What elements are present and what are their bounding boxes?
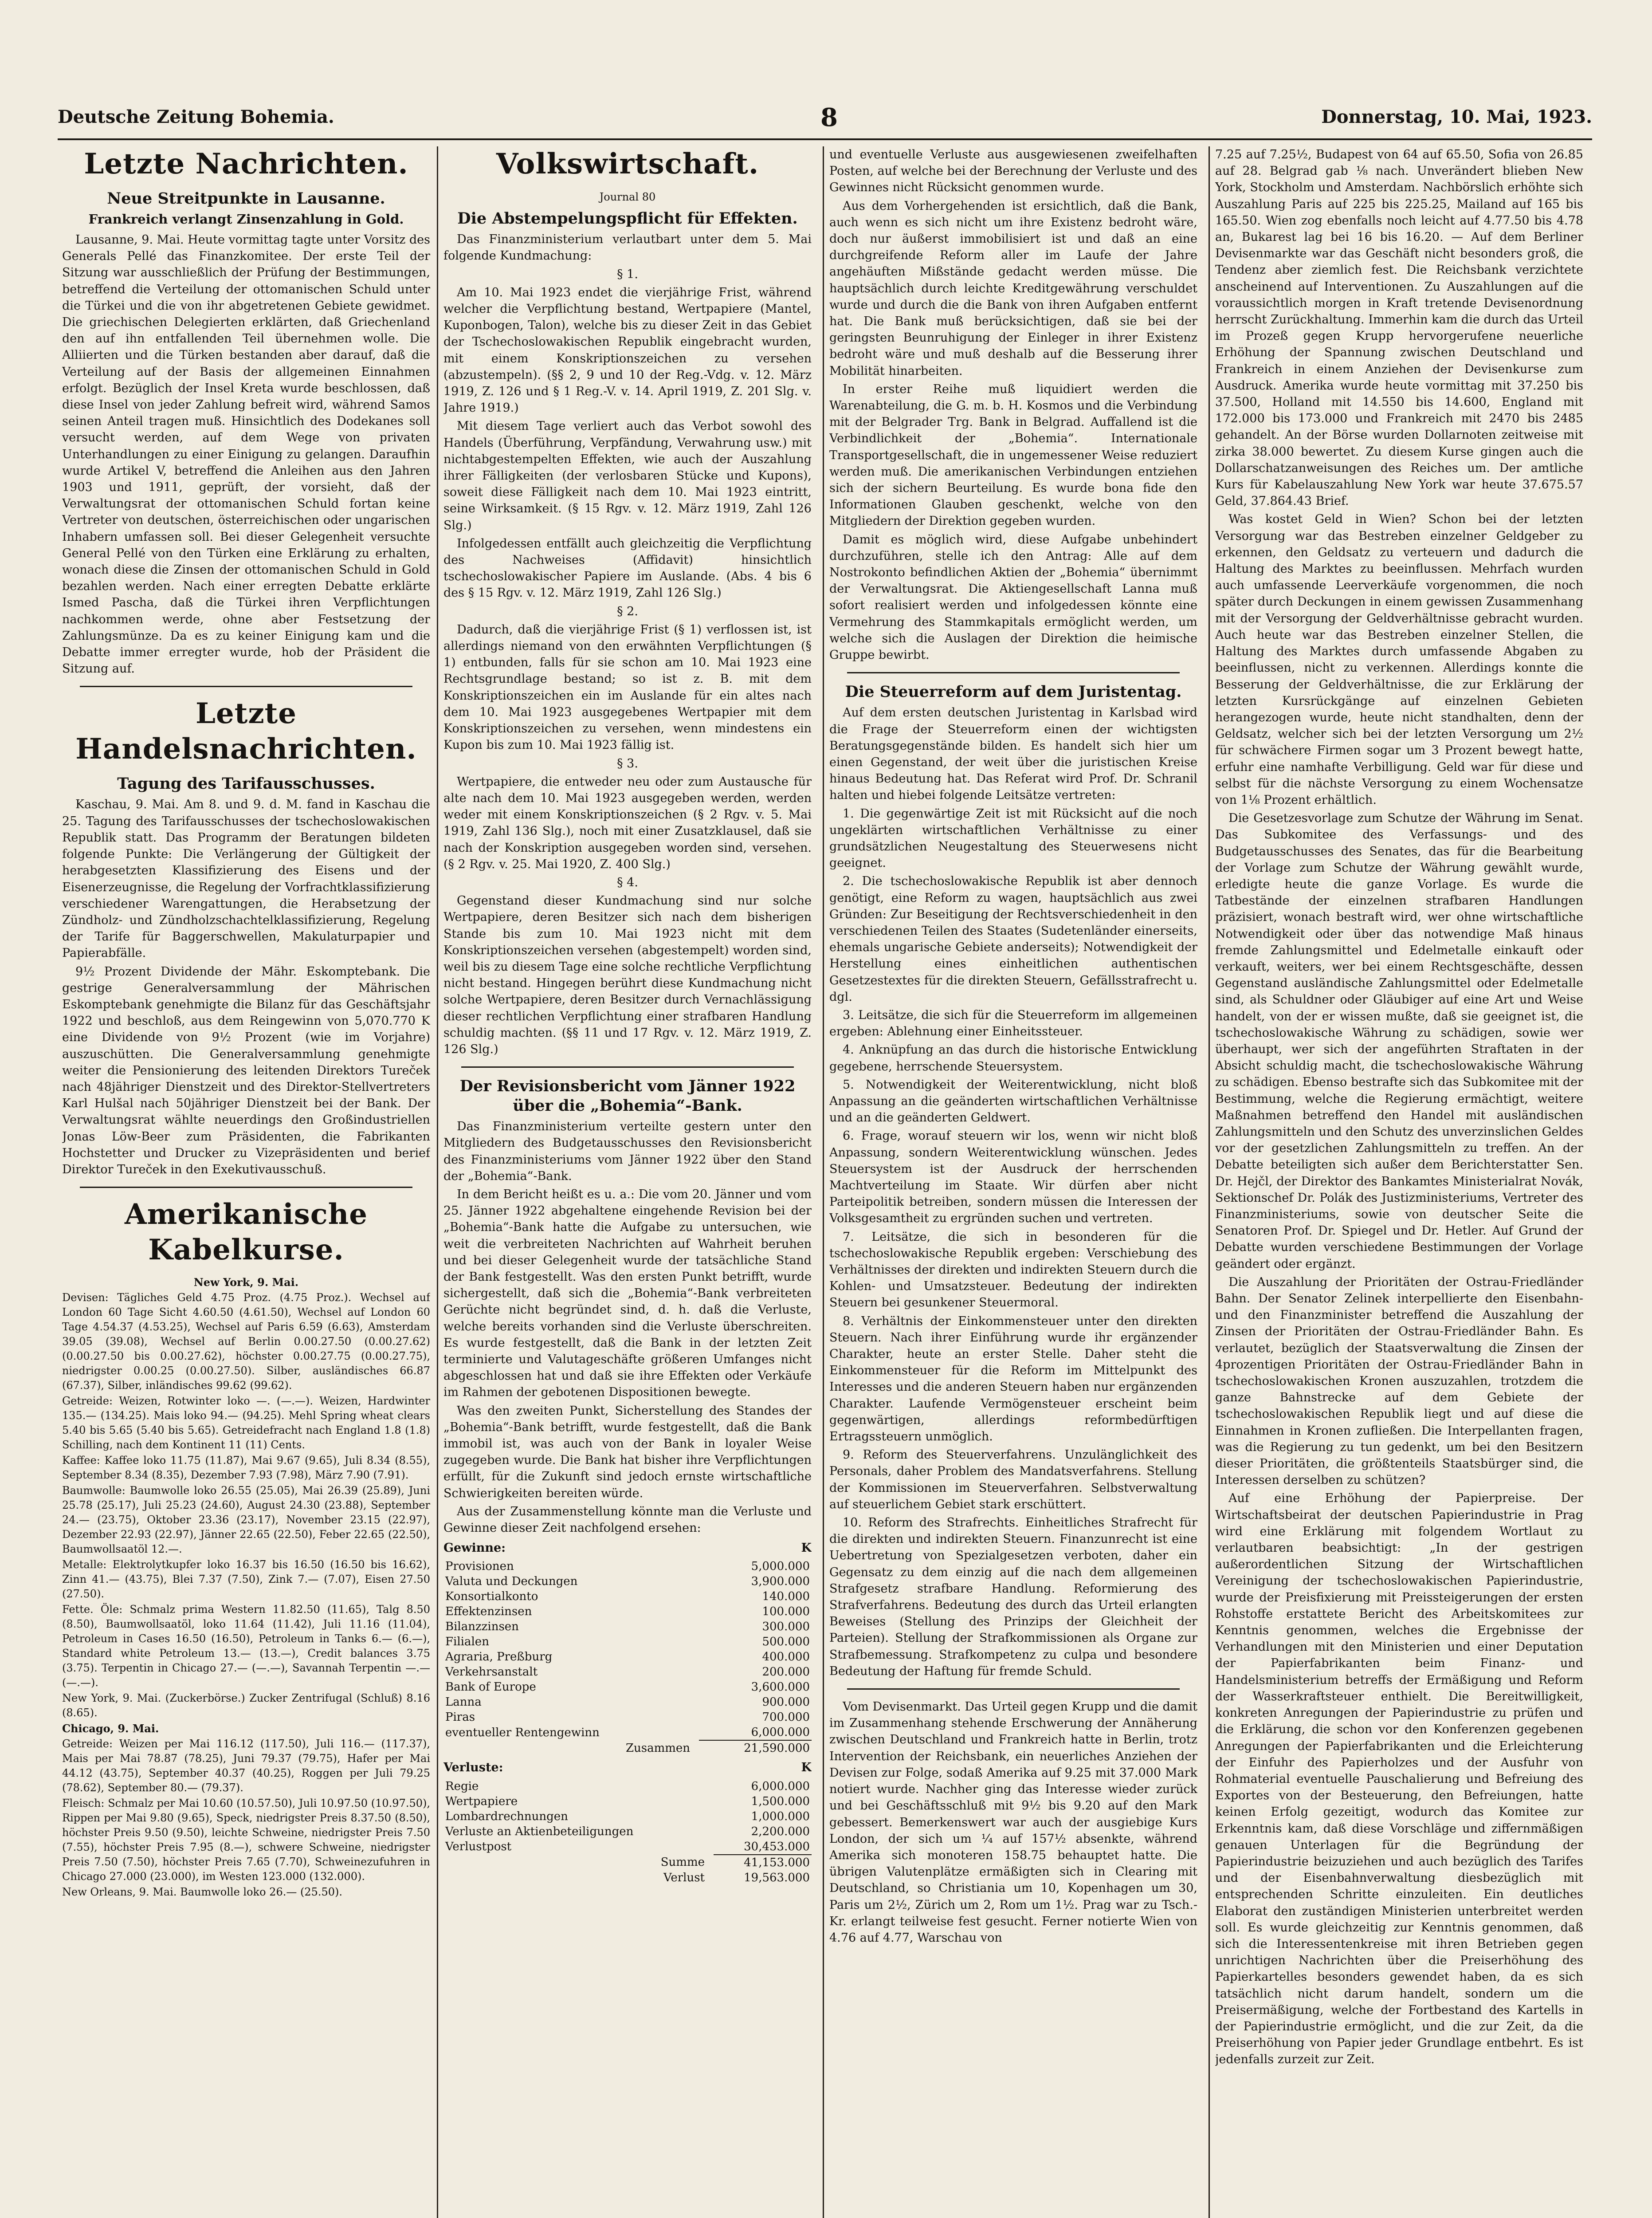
gewinne-row-label: Filialen [445, 1635, 489, 1649]
gewinne-row [443, 1649, 812, 1664]
verluste-row-label: Verlustpost [445, 1840, 512, 1854]
section-heading-handelsnachrichten: Letzte Handelsnachrichten. [75, 697, 417, 766]
page-number: 8 [820, 103, 838, 132]
article-paragraph: Aus der Zusammenstellung könnte man die Verluste und Gewinne dieser Zeit nachfolgend ersehen: [443, 1504, 812, 1535]
gewinne-row-amount: 3,900.000 [751, 1575, 810, 1589]
article-paragraph: 10. Reform des Strafrechts. Einheitliches Strafrecht für die direkten und indirekten Steuern. Finanzunrecht ist eine Uebertretung von Spezialgesetzen verboten, daher ein Gegensatz zu dem einzig auf die nach dem allgemeinen Strafgesetz strafbare Handlung. Reformierung des Strafverfahrens. Bedeutung des durch das Urteil erlangten Beweises (Stellung des Prinzips der Gleichheit der Parteien). Stellung der Strafkommissionen als Organe zur Strafbemessung. Strafkompetenz zu culpa und besondere Bedeutung der Haftung für fremde Schuld. [829, 1516, 1197, 1678]
article-paragraph: Infolgedessen entfällt auch gleichzeitig die Verpflichtung des Nachweises (Affidavit) hinsichtlich tschechoslowakischer Papiere im Auslande. (Abs. 4 bis 6 des § 15 Rgv. v. 12. März 1919, Zahl 126 Slg.) [443, 536, 812, 600]
verluste-row-label: Regie [445, 1779, 479, 1793]
article-paragraph: 9½ Prozent Dividende der Mähr. Eskomptebank. Die gestrige Generalversammlung der Mährischen Eskomptebank genehmigte die Bilanz für das Geschäftsjahr 1922 und beschloß, aus dem Reingewinn von 5,070.770 K eine Dividende von 9½ Prozent (wie im Vorjahre) auszuschütten. Die Generalversammlung genehmigte weiter die Pensionierung des leitenden Direktors Tureček nach 48jähriger Dienstzeit und des Direktor-Stellvertreters Karl Hulšal nach 50jähriger Dienstzeit bei der Bank. Der Verwaltungsrat wählte neuerdings den Großindustriellen Jonas Löw-Beer zum Präsidenten, die Fabrikanten Hochstetter und Drucker zu Vizepräsidenten und berief Direktor Tureček in den Exekutivausschuß. [62, 964, 430, 1176]
gewinne-row-label: Konsortialkonto [445, 1590, 538, 1604]
article-paragraph: 8. Verhältnis der Einkommensteuer unter den direkten Steuern. Nach ihrer Einführung wurde ihr ergänzender Charakter, heute an erster Stelle. Daher steht die Einkommensteuer für die Reform im Mittelpunkt des Interesses und die anderen Steuern haben nur ergänzenden Charakter. Laufende Vermögensteuer erscheint beim gegenwärtigen, allerdings reformbedürftigen Ertragssteuern unmöglich. [829, 1314, 1197, 1444]
kabelkurse-item: New York, 9. Mai. (Zuckerbörse.) Zucker Zentrifugal (Schluß) 8.16 (8.65). [62, 1692, 430, 1719]
gewinne-row-amount: 500.000 [762, 1635, 810, 1649]
article-paragraph: Dadurch, daß die vierjährige Frist (§ 1) verflossen ist, ist allerdings niemand von den erwähnten Verpflichtungen (§ 1) entbunden, falls für sie schon am 10. Mai 1923 eine Rechtsgrundlage bestand; so ist z. B. mit dem Konskriptionszeichen ein im Auslande für ein altes nach dem 10. Mai 1923 ausgegebenes Wertpapier mit dem Konskriptionszeichen zu versehen, wenn mindestens ein Kupon bis zum 10. Mai 1923 fällig ist. [443, 622, 812, 752]
page-header [58, 103, 1592, 134]
gewinne-row [443, 1589, 812, 1604]
article-paragraph: In erster Reihe muß liquidiert werden die Warenabteilung, die G. m. b. H. Kosmos und die Verbindung mit der Belgrader Trg. Bank in Belgrad. Auffallend ist die Verbindlichkeit der „Bohemia“. Internationale Transportgesellschaft, die in ungemessener Weise reduziert werden muß. Die amerikanischen Verbindungen entziehen sich der sichern Beurteilung. Es wurde bona fide den Informationen Glauben geschenkt, welche von den Mitgliedern der Direktion gegeben wurden. [829, 382, 1197, 528]
section-divider [847, 1688, 1180, 1690]
paragraph-marker: § 2. [617, 604, 638, 618]
verluste-row-amount: 1,500.000 [751, 1794, 810, 1808]
article-paragraph: Gegenstand dieser Kundmachung sind nur solche Wertpapiere, deren Besitzer sich nach dem bisherigen Stande bis zum 10. Mai 1923 nicht mit dem Konskriptionszeichen versehen (abgestempelt) worden sind, weil bis zu diesem Tage eine solche rechtliche Verpflichtung nicht bestand. Hingegen berührt diese Kundmachung nicht solche Wertpapiere, deren Besitzer durch Vernachlässigung dieser rechtlichen Verpflichtung einer strafbaren Handlung schuldig machten. (§§ 11 und 17 Rgv. v. 12. März 1919, Z. 126 Slg.) [443, 894, 812, 1056]
section-heading-kabelkurse: Amerikanische Kabelkurse. [124, 1198, 368, 1267]
article-paragraph: 7.25 auf 7.25½, Budapest von 64 auf 65.50, Sofia von 26.85 auf 28. Belgrad gab ⅛ nach. Unverändert blieben New York, Stockholm und Amsterdam. Nachbörslich erhöhte sich Auszahlung Paris auf 225 bis 225.25, Mailand auf 165 bis 165.50. Wien zog ebenfalls noch leicht auf 4.77.50 bis 4.78 an, Bukarest lag bei 16 bis 16.20. — Auf dem Berliner Devisenmarkte war das Geschäft nicht besonders groß, die Tendenz aber ziemlich fest. Die Reichsbank verzichtete anscheinend auf Interventionen. Zu Auszahlungen auf die voraussichtlich morgen in Kraft tretende Devisenordnung herrscht Zurückhaltung. Immerhin kam die durch das Urteil im Prozeß gegen Krupp hervorgerufene neuerliche Erhöhung der Spannung zwischen Deutschland und Frankreich in einem Anziehen der Devisenkurse zum Ausdruck. Amerika wurde heute vormittag mit 37.250 bis 37.500, Holland mit 14.550 bis 14.600, England mit 172.000 bis 173.000 und Frankreich mit 2470 bis 2485 gehandelt. An der Börse wurden Dollarnoten zeitweise mit zirka 38.000 bewertet. Zu diesem Kurse gingen auch die Dollarschatzanweisungen des Reiches um. Der amtliche Kurs für Kabelauszahlung New York war heute 37.675.57 Geld, 37.864.43 Brief. [1215, 148, 1583, 508]
gewinne-row-label: Agraria, Preßburg [445, 1650, 553, 1664]
gewinne-row-amount: 300.000 [762, 1620, 810, 1634]
section-divider [461, 1066, 794, 1068]
article-subtitle-lausanne: Frankreich verlangt Zinsenzahlung in Gold. [88, 212, 404, 227]
gewinne-row-amount: 5,000.000 [751, 1560, 810, 1573]
article-paragraph: Lausanne, 9. Mai. Heute vormittag tagte unter Vorsitz des Generals Pellé das Finanzkomitee. Der erste Teil der Sitzung war ausschließlich der Prüfung der Bestimmungen, betreffend die Verteilung der ottomanischen Schuld unter die Türkei und die von ihr abgetretenen Gebiete gewidmet. Die griechischen Delegierten erklärten, daß Griechenland den auf ihn entfallenden Teil übernehmen wolle. Die Alliierten und die Türken bestanden aber darauf, daß die Verteilung auf der Basis der allgemeinen Einnahmen erfolgt. Bezüglich der Insel Kreta wurde beschlossen, daß diese Insel von jeder Zahlung befreit wird, während Samos seinen Anteil tragen muß. Hinsichtlich des Dodekanes soll versucht werden, auf dem Wege von privaten Unterhandlungen zu einer Einigung zu gelangen. Daraufhin wurde Artikel V, betreffend die Anleihen aus den Jahren 1903 und 1911, geprüft, der vorsieht, daß der Verwaltungsrat der ottomanischen Schuld fortan keine Vertreter von deutschen, österreichischen oder ungarischen Inhabern umfassen soll. Bei dieser Gelegenheit versuchte General Pellé von den Türken eine Erklärung zu erhalten, wonach diese die Zinsen der ottomanischen Schuld in Gold bezahlen werden. Nach einer erregten Debatte erklärte Ismed Pascha, daß die Türkei ihren Verpflichtungen nachkommen werde, ohne aber Festsetzung der Zahlungsmünze. Da es zu keiner Einigung kam und die Debatte immer erregter wurde, hob der Präsident die Sitzung auf. [62, 233, 430, 676]
section-divider [80, 1187, 412, 1188]
article-title-tarifausschuss: Tagung des Tarifausschusses. [117, 775, 375, 793]
column-rule [823, 146, 824, 2218]
gewinne-row-amount: 140.000 [762, 1590, 810, 1604]
paragraph-marker: § 3. [617, 756, 638, 771]
article-paragraph-devisenmarkt: Vom Devisenmarkt. Das Urteil gegen Krupp und die damit im Zusammenhang stehende Erschwerung der Annäherung zwischen Deutschland und Frankreich hatte in Berlin, trotz Intervention der Reichsbank, ein neuerliches Anziehen der Devisen zur Folge, sodaß Amerika auf 9.25 mit 37.000 Mark notiert wurde. Nachher ging das Interesse wieder zurück und bei Geschäftsschluß mit 9½ bis 9.20 auf den Mark gebessert. Bemerkenswert war auch der ausgiebige Kurs London, der sich um ¼ auf 157½ absenkte, während Amerika sich monoteren 158.75 behauptet hatte. Die übrigen Valutenplätze ermäßigten sich in Clearing mit Deutschland, so Christiania um 10, Kopenhagen um 30, Paris um 2½, Zürich um 2, Rom um 1½. Prag war zu Tsch.-Kr. erlangt teilweise fest gesucht. Ferner notierte Wien von 4.76 auf 4.77, Warschau von [829, 1700, 1197, 1945]
article-paragraph: Aus dem Vorhergehenden ist ersichtlich, daß die Bank, auch wenn es sich nicht um ihre Existenz bedroht wäre, doch nur äußerst immobilisiert ist und daß an eine durchgreifende Reform aller im Laufe der Jahre angehäuften Mißstände gedacht werden müsse. Die hauptsächlich durch leichte Kreditgewährung verschuldet wurde und durch die die Bank von ihren Aufgaben entfernt hat. Die Bank muß berücksichtigen, daß sie bei der geringsten Beunruhigung der Einleger in ihrer Existenz bedroht wäre und muß deshalb auf die Besserung ihrer Mobilität hinarbeiten. [829, 199, 1197, 378]
article-title-steuerreform: Die Steuerreform auf dem Juristentag. [845, 683, 1182, 701]
gewinne-row-label: Valuta und Deckungen [445, 1575, 578, 1589]
verluste-row-label: Verluste an Aktienbeteiligungen [445, 1825, 634, 1838]
kabelkurse-item: Getreide: Weizen per Mai 116.12 (117.50), Juli 116.— (117.37), Mais per Mai 78.87 (78.25), Juni 79.37 (79.75), Hafer per Mai 44.12 (43.75), September 40.37 (40.25), Roggen per Juli 79.25 (78.62), September 80.— (79.37). [62, 1738, 430, 1794]
gewinne-row [443, 1695, 812, 1710]
kabelkurse-item: New York, 9. Mai. [193, 1276, 299, 1289]
article-title-abstempelung: Die Abstempelungspflicht für Effekten. [457, 209, 798, 228]
paragraph-marker: § 4. [617, 875, 638, 889]
gewinne-total-row: Zusammen 21,590.000 [443, 1740, 812, 1756]
article-title-revisionsbericht: Der Revisionsbericht vom Jänner 1922 über die „Bohemia“-Bank. [459, 1077, 796, 1115]
column-2 [443, 146, 812, 2218]
gewinne-row [443, 1725, 812, 1740]
gewinne-row [443, 1574, 812, 1589]
kabelkurse-item: Baumwolle: Baumwolle loko 26.55 (25.05), Mai 26.39 (25.89), Juni 25.78 (25.17), Juli 25.23 (24.60), August 24.30 (23.88), September 24.— (23.75), Oktober 23.36 (23.17), November 23.15 (22.97), Dezember 22.93 (22.97), Jänner 22.65 (22.50), Feber 22.65 (22.50), Baumwollsaatöl 12.—. [62, 1484, 430, 1556]
gewinne-row [443, 1710, 812, 1725]
verluste-row [443, 1824, 812, 1839]
gewinne-row-amount: 900.000 [762, 1695, 810, 1709]
column-4 [1215, 146, 1583, 2218]
verlust-row: Verlust 19,563.000 [663, 1871, 810, 1884]
column-3 [829, 146, 1197, 2218]
gewinne-row [443, 1664, 812, 1679]
section-heading-volkswirtschaft: Volkswirtschaft. [496, 147, 759, 181]
article-paragraph: Was kostet Geld in Wien? Schon bei der letzten Versorgung war das Bestreben einzelner Geldgeber zu erkennen, den Geldsatz zu verteuern und dadurch die Haltung des Marktes zu beeinflussen. Mehrfach wurden auch umfassende Leerverkäufe vorgenommen, die noch später durch Deckungen in einem gewissen Zusammenhang mit der Versorgung der Geldverhältnisse gebracht wurden. Auch heute war das Bestreben einzelner Stellen, die Haltung des Marktes durch umfassende Abgaben zu beeinflussen, nicht zu verkennen. Allerdings konnte die Besserung der Geldverhältnisse, die zur Erklärung der letzten Kursrückgänge auf einzelnen Gebieten herangezogen wurde, heute nicht standhalten, denn der Geldsatz, welcher sich bei der letzten Versorgung um 2½ für schwächere Firmen sogar um 3 Prozent bewegt hatte, erfuhr eine namhafte Verbilligung. Geld war für diese und selbst für die nächste Versorgung zu einem Wochensatze von 1⅛ Prozent erhältlich. [1215, 512, 1583, 807]
section-divider [80, 686, 412, 687]
article-paragraph: 2. Die tschechoslowakische Republik ist aber dennoch genötigt, eine Reform zu wagen, hauptsächlich aus zwei Gründen: Zur Beseitigung der Rechtsverschiedenheit in den verschiedenen Teilen des Staates (Sudetenländer einerseits, ehemals ungarische Gebiete anderseits); Notwendigkeit der Herstellung eines einheitlichen authentischen Gesetzestextes für die direkten Steuern, Gefällsstrafrecht u. dgl. [829, 874, 1197, 1004]
article-paragraph: 1. Die gegenwärtige Zeit ist mit Rücksicht auf die noch ungeklärten wirtschaftlichen Verhältnisse zu einer grundsätzlichen Neugestaltung des Steuerwesens nicht geeignet. [829, 806, 1197, 870]
article-paragraph: und eventuelle Verluste aus ausgewiesenen zweifelhaften Posten, auf welche bei der Berechnung der Verluste und des Gewinnes nicht Rücksicht genommen wurde. [829, 148, 1197, 195]
article-paragraph: Kaschau, 9. Mai. Am 8. und 9. d. M. fand in Kaschau die 25. Tagung des Tarifausschusses der tschechoslowakischen Republik statt. Das Programm der Beratungen bildeten folgende Punkte: Die Verlängerung der Gültigkeit der herabgesetzten Klassifizierung des Eisens und der Eisenerzeugnisse, die Regelung der Vorfrachtklassifizierung verschiedener Warengattungen, die Herabsetzung der Zündholz- und Zündholzschachtelklassifizierung, Regelung der Tarife für Baggerschwellen, Makulaturpapier und Papierabfälle. [62, 798, 430, 960]
article-paragraph: Damit es möglich wird, diese Aufgabe unbehindert durchzuführen, stelle ich den Antrag: Alle auf dem Nostrokonto befindlichen Aktien der „Bohemia“ übernimmt der Verwaltungsrat. Die Aktiengesellschaft Lanna muß sofort realisiert werden und infolgedessen könnte eine Vermehrung des Stammkapitals ermöglicht werden, um welche sich die Auslagen der Direktion die heimische Gruppe bewirbt. [829, 532, 1197, 662]
gewinne-title: Gewinne: K [443, 1541, 812, 1555]
article-paragraph: In dem Bericht heißt es u. a.: Die vom 20. Jänner und vom 25. Jänner 1922 abgehaltene eingehende Revision bei der „Bohemia“-Bank hatte die Aufgabe zu untersuchen, wie weit die verbreiteten Nachrichten auf Wahrheit beruhen und bei dieser Gelegenheit wurde der tatsächliche Stand der Bank festgestellt. Was den ersten Punkt betrifft, wurde sichergestellt, daß sich die „Bohemia“-Bank verbreiteten Gerüchte nicht begründet sind, d. h. daß die Verluste, welche bereits vorhanden sind die Verluste überschreiten. Es wurde festgestellt, daß die Bank in der letzten Zeit terminierte und Valutageschäfte größeren Umfanges nicht abgeschlossen hat und daß sie ihre Effekten oder Verkäufe im Rahmen der gebotenen Dispositionen bewegte. [443, 1187, 812, 1400]
gewinne-row-amount: 3,600.000 [751, 1680, 810, 1694]
article-paragraph: Am 10. Mai 1923 endet die vierjährige Frist, während welcher die Verpflichtung bestand, Wertpapiere (Mantel, Kuponbogen, Talon), welche bis zu dieser Zeit in das Gebiet der Tschechoslowakischen Republik eingebracht wurden, mit einem Konskriptionszeichen zu versehen (abzustempeln). (§§ 2, 9 und 10 der Reg.-Vdg. v. 12. März 1919, Z. 126 und § 1 Reg.-V. v. 14. April 1919, Z. 201 Slg. v. Jahre 1919.) [443, 285, 812, 415]
article-paragraph: Was den zweiten Punkt, Sicherstellung des Standes der „Bohemia“-Bank betrifft, wurde festgestellt, daß die Bank immobil ist, was auch von der Bank in loyaler Weise zugegeben wurde. Die Bank hat bisher ihre Verpflichtungen erfüllt, für die Zukunft sind jedoch ernste wirtschaftliche Schwierigkeiten bereiten würde. [443, 1404, 812, 1500]
gewinne-row [443, 1634, 812, 1649]
verluste-summe-row: Summe 41,153.000 [443, 1855, 812, 1870]
kabelkurse-list [62, 1275, 430, 1899]
gewinne-row-label: Piras [445, 1711, 475, 1724]
kabelkurse-item: Metalle: Elektrolytkupfer loko 16.37 bis 16.50 (16.50 bis 16.62), Zinn 41.— (43.75), Blei 7.37 (7.50), Zink 7.— (7.07), Eisen 27.50 (27.50). [62, 1558, 430, 1601]
verluste-row-amount: 1,000.000 [751, 1809, 810, 1823]
kabelkurse-item: New Orleans, 9. Mai. Baumwolle loko 26.— (25.50). [62, 1886, 343, 1899]
kabelkurse-item: Chicago, 9. Mai. [62, 1722, 159, 1735]
gewinne-row-amount: 6,000.000 [751, 1726, 810, 1739]
gewinne-row-label: Bank of Europe [445, 1680, 536, 1694]
verluste-row [443, 1809, 812, 1824]
kabelkurse-item: Kaffee: Kaffee loko 11.75 (11.87), Mai 9.67 (9.65), Juli 8.34 (8.55), September 8.34 (8.35), Dezember 7.93 (7.98), März 7.90 (7.91). [62, 1454, 430, 1482]
article-paragraph: 3. Leitsätze, die sich für die Steuerreform im allgemeinen ergeben: Ablehnung einer Einheitssteuer. [829, 1008, 1197, 1039]
column-rule [437, 146, 438, 2218]
gewinne-row [443, 1604, 812, 1619]
gewinne-row-label: eventueller Rentengewinn [445, 1726, 600, 1739]
article-paragraph: 6. Frage, worauf steuern wir los, wenn wir nicht bloß Anpassung, sondern Weiterentwicklung wünschen. Jedes Steuersystem ist der Ausdruck der herrschenden Machtverteilung im Staate. Wir dürfen aber nicht Parteipolitik betreiben, sondern müssen die Interessen der Volksgesamtheit zu ergründen suchen und vertreten. [829, 1129, 1197, 1226]
article-paragraph: Wertpapiere, die entweder neu oder zum Austausche für alte nach dem 10. Mai 1923 ausgegeben werden, werden weder mit einem Konskriptionszeichen (§ 2 Rgv. v. 5. Mai 1919, Zahl 136 Slg.), noch mit einer Zusatzklausel, daß sie nach der Konskription ausgegeben worden sind, versehen. (§ 2 Rgv. v. 25. Mai 1920, Z. 400 Slg.) [443, 775, 812, 871]
gewinne-row-label: Effektenzinsen [445, 1605, 532, 1619]
gewinne-row-label: Lanna [445, 1695, 482, 1709]
section-heading-letzte-nachrichten: Letzte Nachrichten. [84, 147, 408, 181]
gewinne-row [443, 1559, 812, 1574]
verluste-row-amount: 6,000.000 [751, 1779, 810, 1793]
section-divider [847, 672, 1180, 673]
article-paragraph: Die Gesetzesvorlage zum Schutze der Währung im Senat. Das Subkomitee des Verfassungs- und des Budgetausschusses des Senates, das für die Bearbeitung der Vorlage zum Schutze der Währung gewählt wurde, erledigte heute die ganze Vorlage. Es wurde die Tatbestände der einzelnen strafbaren Handlungen präzisiert, wonach bestraft wird, wer ohne wirtschaftliche Notwendigkeit oder über das notwendige Maß hinaus fremde Zahlungsmittel und Edelmetalle einkauft oder verkauft, weiters, wer bei einem Rechtsgeschäfte, dessen Gegenstand ausländische Zahlungsmittel oder Edelmetalle sind, als Schuldner oder Gläubiger auf eine Art und Weise handelt, von der er wissen mußte, daß sie geeignet ist, die tschechoslowakische Währung zu schädigen, sowie wer überhaupt, wer sich der angeführten Straftaten in der Absicht schuldig macht, die tschechoslowakische Währung zu schädigen. Ebenso bestrafte sich das Subkomitee mit der Bestimmung, welche die Regierung ermächtigt, weitere Maßnahmen betreffend den Handel mit ausländischen Zahlungsmitteln und den Schutz des unverzinslichen Geldes vor der gesetzlichen Zahlungsmitteln zu treffen. An der Debatte beteiligten sich außer dem Berichterstatter Sen. Dr. Hejčl, der Direktor des Bankamtes Ministerialrat Novák, Sektionschef Dr. Polák des Justizministeriums, Vertreter des Finanzministeriums, sowie von deutscher Seite die Senatoren Prof. Dr. Spiegel und Dr. Hetler. Auf Grund der Debatte wurden verschiedene Bestimmungen der Vorlage geändert oder ergänzt. [1215, 811, 1583, 1271]
verluste-row [443, 1839, 812, 1855]
verluste-row-label: Wertpapiere [445, 1794, 518, 1808]
article-paragraph: Auf dem ersten deutschen Juristentag in Karlsbad wird die Frage der Steuerreform einen der wichtigsten Beratungsgegenstände bilden. Es handelt sich hier um einen Gegenstand, der weit über die juristischen Kreise hinaus Bedeutung hat. Das Referat wird Prof. Dr. Schranil halten und hiebei folgende Leitsätze vertreten: [829, 706, 1197, 802]
gewinne-row-amount: 400.000 [762, 1650, 810, 1664]
article-title-lausanne: Neue Streitpunkte in Lausanne. [107, 189, 385, 208]
article-paragraph: Das Finanzministerium verlautbart unter dem 5. Mai folgende Kundmachung: [443, 232, 812, 263]
kabelkurse-item: Getreide: Weizen, Rotwinter loko —. (—.—). Weizen, Hardwinter 135.— (134.25). Mais loko 94.— (94.25). Mehl Spring wheat clears 5.40 bis 5.65 (5.40 bis 5.65). Getreidefracht nach England 1.8 (1.8) Schilling, nach dem Kontinent 11 (11) Cents. [62, 1395, 430, 1451]
article-paragraph: Mit diesem Tage verliert auch das Verbot sowohl des Handels (Überführung, Verpfändung, Verwahrung usw.) mit nichtabgestempelten Effekten, wie auch der Auszahlung ihrer Fälligkeiten (der verlosbaren Stücke und Kupons), soweit diese Fälligkeit nach dem 10. Mai 1923 eintritt, seine Wirksamkeit. (§ 15 Rgv. v. 12. März 1919, Zahl 126 Slg.) [443, 419, 812, 532]
gewinne-row-amount: 200.000 [762, 1665, 810, 1679]
gewinne-row [443, 1619, 812, 1634]
gewinne-row [443, 1679, 812, 1695]
verluste-row-amount: 30,453.000 [744, 1840, 810, 1853]
verluste-title: Verluste: K [443, 1761, 812, 1775]
column-rule [1209, 146, 1210, 2218]
gewinne-row-label: Provisionen [445, 1560, 514, 1573]
column-1 [62, 146, 430, 2218]
article-paragraph: Das Finanzministerium verteilte gestern unter den Mitgliedern des Budgetausschusses den Revisionsbericht des Finanzministeriums vom Jänner 1922 über den Stand der „Bohemia“-Bank. [443, 1120, 812, 1183]
article-paragraph: 9. Reform des Steuerverfahrens. Unzulänglichkeit des Personals, daher Problem des Mandatsverfahrens. Stellung der Kommissionen im Steuerverfahren. Selbstverwaltung auf steuerlichem Gebiet stark erschüttert. [829, 1448, 1197, 1511]
gewinne-row-amount: 700.000 [762, 1711, 810, 1724]
kabelkurse-item: Fette. Öle: Schmalz prima Western 11.82.50 (11.65), Talg 8.50 (8.50), Baumwollsaatöl, loko 11.64 (11.42), Juli 11.16 (11.04), Petroleum in Cases 16.50 (16.50), Petroleum in Tanks 6.— (6.—), Standard white Petroleum 13.— (13.—), Credit balances 3.75 (3.75). Terpentin in Chicago 27.— (—.—), Savannah Terpentin —.— (—.—). [62, 1603, 430, 1689]
issue-date: Donnerstag, 10. Mai, 1923. [1321, 106, 1592, 127]
verluste-row [443, 1794, 812, 1809]
header-rule [58, 138, 1592, 140]
article-paragraph: 5. Notwendigkeit der Weiterentwicklung, nicht bloß Anpassung an die geänderten wirtschaftlichen Verhältnisse und an die geänderten Geldwert. [829, 1078, 1197, 1125]
verluste-row-label: Lombardrechnungen [445, 1809, 568, 1823]
newspaper-name: Deutsche Zeitung Bohemia. [58, 106, 334, 127]
article-paragraph: Auf eine Erhöhung der Papierpreise. Der Wirtschaftsbeirat der deutschen Papierindustrie in Prag wird eine Erklärung mit folgendem Wortlaut zu verlautbaren beabsichtigt: „In der gestrigen außerordentlichen Sitzung der Wirtschaftlichen Vereinigung der tschechoslowakischen Papierindustrie, wurde der Preisfixierung mit Preissteigerungen der ersten Rohstoffe erstattete Bericht des Arbeitskomitees zur Kenntnis genommen, welches die Ergebnisse der Verhandlungen mit den Ministerien und einer Deputation der Papierfabrikanten beim Finanz- und Handelsministerium betreffs der Ermäßigung und Reform der Wasserkraftsteuer enthielt. Die Bereitwilligkeit, konkreten Anregungen der Papierindustrie zu prüfen und die Erklärung, die schon vor den Konferenzen gegebenen Anregungen der Papierfabrikanten und die Erleichterung der Einfuhr des Papierholzes und der Ausfuhr von Rohmaterial eventuelle Pauschalierung und Befreiung des Exportes von der Besteuerung, den Befreiungen, hatte keinen Erfolg gezeitigt, wodurch das Komitee zur Erkenntnis kam, daß diese Vorschläge und ziffernmäßigen genauen Unterlagen für die Begründung der Papierindustrie beizuziehen und auch bezüglich des Tarifes und der Eisenbahnverwaltung diesbezüglich mit entsprechenden Schritte einzuleiten. Ein deutliches Elaborat den zuständigen Ministerien unterbreitet werden soll. Es wurde gleichzeitig zur Kenntnis genommen, daß sich die Interessentenkreise mit ihren Betrieben gegen unrichtigen Nachrichten über die Preiserhöhung des Papierkartelles besonders gewendet haben, da es sich tatsächlich nicht darum handelt, sondern um die Preisermäßigung, welche der Fortbestand des Kartells in der Papierindustrie ermöglicht, und die zur Zeit, da die Preiserhöhung von Papier jeder Grundlage entbehrt. Es ist jedenfalls zurzeit zur Zeit. [1215, 1491, 1583, 2067]
verluste-row-amount: 2,200.000 [751, 1825, 810, 1838]
article-paragraph: 7. Leitsätze, die sich in besonderen für die tschechoslowakische Republik ergeben: Verschiebung des Verhältnisses der direkten und indirekten Steuern durch die Kohlen- und Umsatzsteuer. Bedeutung der indirekten Steuern bei gesunkener Steuermoral. [829, 1230, 1197, 1310]
gewinne-row-label: Verkehrsanstalt [445, 1665, 538, 1679]
gewinne-row-amount: 100.000 [762, 1605, 810, 1619]
kabelkurse-item: Fleisch: Schmalz per Mai 10.60 (10.57.50), Juli 10.97.50 (10.97.50), Rippen per Mai 9.80 (9.65), Speck, niedrigster Preis 8.37.50 (8.50), höchster Preis 9.50 (9.50), leichte Schweine, niedrigster Preis 7.50 (7.55), höchster Preis 7.95 (8.—), schwere Schweine, niedrigster Preis 7.50 (7.50), höchster Preis 7.65 (7.70), Schweinezufuhren in Chicago 27.000 (23.000), im Westen 123.000 (132.000). [62, 1797, 430, 1883]
article-paragraph: Die Auszahlung der Prioritäten der Ostrau-Friedländer Bahn. Der Senator Zelinek interpellierte den Eisenbahn- und den Finanzminister betreffend die Auszahlung der Zinsen der Prioritäten der Ostrau-Friedländer Bahn. Es verlautet, bezüglich der Staatsverwaltung die Zinsen der 4prozentigen Prioritäten der Ostrau-Friedländer Bahn in tschechoslowakischen Kronen auszuzahlen, trotzdem die ganze Bahnstrecke auf dem Gebiete der tschechoslowakischen Republik liegt und auf diese die Einnahmen in Kronen zufließen. Die Interpellanten fragen, was die Regierung zu tun gedenkt, um bei den Besitzern dieser Prioritäten, die größtenteils Staatsbürger sind, die Interessen derselben zu schützen? [1215, 1275, 1583, 1487]
verluste-row [443, 1779, 812, 1794]
gewinne-row-label: Bilanzzinsen [445, 1620, 519, 1634]
verluste-table [443, 1779, 812, 1885]
journal-label: Journal 80 [599, 191, 656, 203]
paragraph-marker: § 1. [617, 267, 638, 281]
gewinne-table [443, 1559, 812, 1756]
kabelkurse-item: Devisen: Tägliches Geld 4.75 Proz. (4.75 Proz.). Wechsel auf London 60 Tage Sicht 4.60.50 (4.61.50), Wechsel auf London 60 Tage 4.54.37 (4.53.25), Wechsel auf Paris 6.59 (6.63), Amsterdam 39.05 (39.08), Wechsel auf Berlin 0.00.27.50 (0.00.27.62) (0.00.27.50 bis 0.00.27.62), höchster 0.00.27.75 (0.00.27.75), niedrigster 0.00.25 (0.00.27.50). Silber, ausländisches 66.87 (67.37), Silber, inländisches 99.62 (99.62). [62, 1291, 430, 1392]
article-paragraph: 4. Anknüpfung an das durch die historische Entwicklung gegebene, herrschende Steuersystem. [829, 1043, 1197, 1074]
